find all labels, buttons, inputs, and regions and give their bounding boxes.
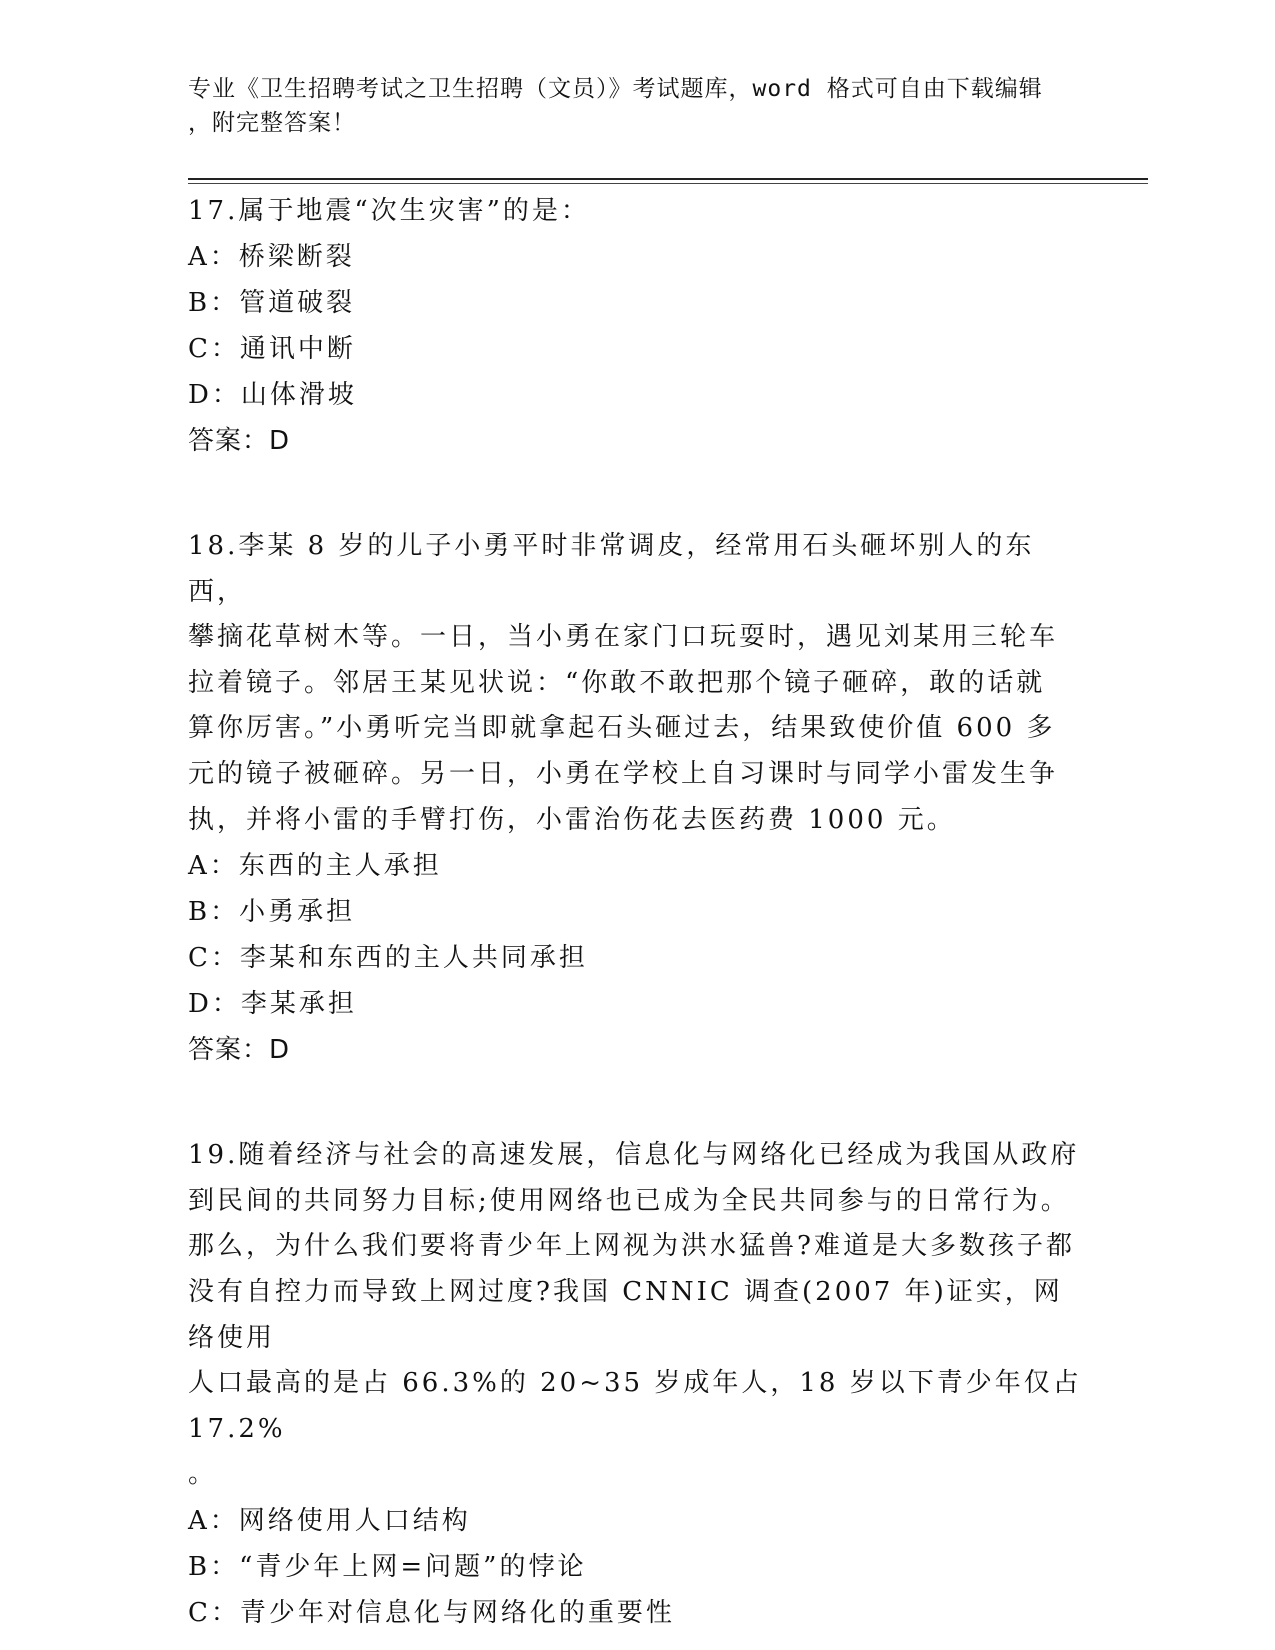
- header-divider-thick: [188, 178, 1148, 180]
- header-line-1: 专业《卫生招聘考试之卫生招聘（文员）》考试题库，word 格式可自由下载编辑: [188, 76, 1043, 102]
- question-18: [188, 524, 1088, 1073]
- stem-line: 拉着镜子。邻居王某见状说：“你敢不敢把那个镜子砸碎，敢的话就: [188, 667, 1046, 698]
- header-divider-thin: [188, 183, 1148, 184]
- option-c: C：青少年对信息化与网络化的重要性: [188, 1597, 675, 1628]
- option-b: B：管道破裂: [188, 288, 356, 318]
- option-d: D：李某承担: [188, 989, 357, 1020]
- stem-line: 攀摘花草树木等。一日，当小勇在家门口玩耍时，遇见刘某用三轮车: [188, 622, 1059, 653]
- spacer: [188, 464, 1088, 524]
- header-line-2: ，附完整答案！: [188, 110, 356, 136]
- stem-line: 元的镜子被砸碎。另一日，小勇在学校上自习课时与同学小雷发生争: [188, 758, 1059, 789]
- stem-line: 人口最高的是占 66.3%的 20~35 岁成年人，18 岁以下青少年仅占 17.2%: [188, 1368, 1082, 1444]
- stem-line: 没有自控力而导致上网过度?我国 CNNIC 调查(2007 年)证实，网络使用: [188, 1276, 1063, 1353]
- question-17: [188, 188, 1088, 464]
- stem-line: 19.随着经济与社会的高速发展，信息化与网络化已经成为我国从政府: [188, 1140, 1080, 1171]
- stem-line: 到民间的共同努力目标;使用网络也已成为全民共同参与的日常行为。: [188, 1185, 1070, 1216]
- question-19: [188, 1133, 1088, 1636]
- option-a: A：网络使用人口结构: [188, 1505, 471, 1536]
- question-stem: [188, 1133, 1088, 1498]
- question-stem: [188, 524, 1088, 843]
- option-a: A：桥梁断裂: [188, 242, 355, 272]
- option-a: A：东西的主人承担: [188, 851, 442, 882]
- option-b: B：小勇承担: [188, 897, 356, 928]
- document-header: [188, 72, 1088, 140]
- stem-line: 18.李某 8 岁的儿子小勇平时非常调皮，经常用石头砸坏别人的东西，: [188, 531, 1035, 607]
- spacer: [188, 1073, 1088, 1133]
- option-c: C：李某和东西的主人共同承担: [188, 943, 588, 974]
- stem-line: 那么，为什么我们要将青少年上网视为洪水猛兽?难道是大多数孩子都: [188, 1231, 1075, 1262]
- stem-line: 执，并将小雷的手臂打伤，小雷治伤花去医药费 1000 元。: [188, 804, 956, 835]
- option-c: C：通讯中断: [188, 334, 356, 364]
- stem-line: 算你厉害。”小勇听完当即就拿起石头砸过去，结果致使价值 600 多: [188, 713, 1056, 744]
- question-stem: 17.属于地震“次生灾害”的是：: [188, 196, 590, 226]
- option-d: D：山体滑坡: [188, 380, 357, 410]
- stem-line: 。: [188, 1459, 218, 1490]
- answer-line: 答案：D: [188, 426, 291, 456]
- option-b: B：“青少年上网=问题”的悖论: [188, 1551, 587, 1582]
- question-list: [188, 188, 1088, 1636]
- answer-line: 答案：D: [188, 1035, 291, 1066]
